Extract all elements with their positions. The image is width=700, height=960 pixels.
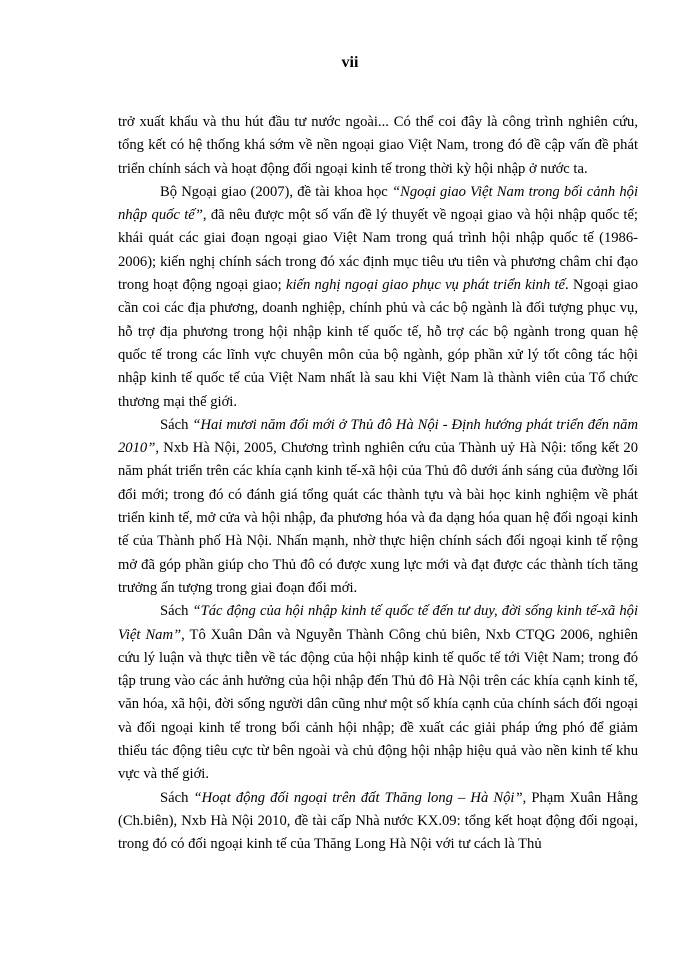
italic-run: “Ngoại giao Việt Nam trong bối cảnh hội nhập quốc tế” [118,183,639,224]
text-run: trở xuất khẩu và thu hút đầu tư nước ngoài... Có thể coi đây là công trình nghiên cứu, tổng kết có hệ thống khá sớm về nền ngoại giao Việt Nam, trong đó đề cập vấn đề phát triển chính sách và hoạt động đối ngoại kinh tế trong thời kỳ hội nhập ở nước ta. [118,114,638,177]
text-run: Sách [160,416,193,433]
text-run: Bộ Ngoại giao (2007), đề tài khoa học [160,183,392,200]
text-run: Sách [160,603,193,620]
text-run: , Phạm Xuân Hằng (Ch.biên), Nxb Hà Nội 2010, đề tài cấp Nhà nước KX.09: tổng kết hoạt động đối ngoại, trong đó có đối ngoại kinh tế của Thăng Long Hà Nội với tư cách là Thủ [118,789,638,853]
italic-run: kiến nghị ngoại giao phục vụ phát triển kinh tế [286,277,566,294]
text-run: , Tô Xuân Dân và Nguyễn Thành Công chủ biên, Nxb CTQG 2006, nghiên cứu lý luận và thực tiễn về tác động của hội nhập kinh tế quốc tế tới Việt Nam; trong đó tập trung vào các ảnh hưởng của hội nhập đến Thủ đô Hà Nội trên các khía cạnh kinh tế, văn hóa, xã hội, đời sống người dân cũng như một số khía cạnh của chính sách đối ngoại và đối ngoại kinh tế trong bối cảnh hội nhập; đề xuất các giải pháp ứng phó để giảm thiểu tác động tiêu cực từ bên ngoài và chủ động hội nhập hiệu quả vào nền kinh tế khu vực và thế giới. [118,626,638,783]
italic-run: “Hai mươi năm đổi mới ở Thủ đô Hà Nội - Định hướng phát triển đến năm 2010” [118,416,638,457]
text-run: , Nxb Hà Nội, 2005, Chương trình nghiên cứu của Thành uỷ Hà Nội: tổng kết 20 năm phát triển trên các khía cạnh kinh tế-xã hội của Thủ đô dưới ánh sáng của đường lối đổi mới; trong đó có đánh giá tổng quát các thành tựu và bài học kinh nghiệm về phát triển kinh tế, mở cửa và hội nhập, đa phương hóa và đa dạng hóa quan hệ đối ngoại kinh tế của Thành phố Hà Nội. Nhấn mạnh, nhờ thực hiện chính sách đối ngoại kinh tế rộng mở đã góp phần giúp cho Thủ đô có được xung lực mới và đạt được các thành tích tăng trưởng ấn tượng trong giai đoạn đổi mới. [118,440,638,596]
text-run: , đã nêu được một số vấn đề lý thuyết về ngoại giao và hội nhập quốc tế; khái quát các giai đoạn ngoại giao Việt Nam trong quá trình hội nhập quốc tế (1986-2006); kiến nghị chính sách trong đó xác định mục tiêu ưu tiên và phương châm chỉ đạo trong hoạt động ngoại giao; [118,207,638,294]
paragraph-impact-integration [118,600,638,786]
body-text [118,111,638,857]
paragraph-ministry-foreign-affairs [118,181,638,414]
text-run: Sách [160,789,194,806]
page-number: vii [341,54,359,71]
italic-run: “Hoạt động đối ngoại trên đất Thăng long – Hà Nội” [193,789,523,806]
italic-run: “Tác động của hội nhập kinh tế quốc tế đến tư duy, đời sống kinh tế-xã hội Việt Nam” [118,603,638,643]
paragraph-twenty-years-renovation [118,414,638,600]
paragraph-continuation [118,111,638,181]
text-run: . Ngoại giao cần coi các địa phương, doanh nghiệp, chính phủ và các bộ ngành là đối tượng phục vụ, hỗ trợ địa phương trong hội nhập kinh tế quốc tế, hỗ trợ các bộ ngành trong quan hệ quốc tế trong các lĩnh vực chuyên môn của bộ ngành, góp phần xử lý tốt công tác hội nhập kinh tế quốc tế của Việt Nam nhất là sau khi Việt Nam là thành viên của Tổ chức thương mại thế giới. [118,277,638,410]
paragraph-foreign-activities-thang-long [118,787,638,857]
